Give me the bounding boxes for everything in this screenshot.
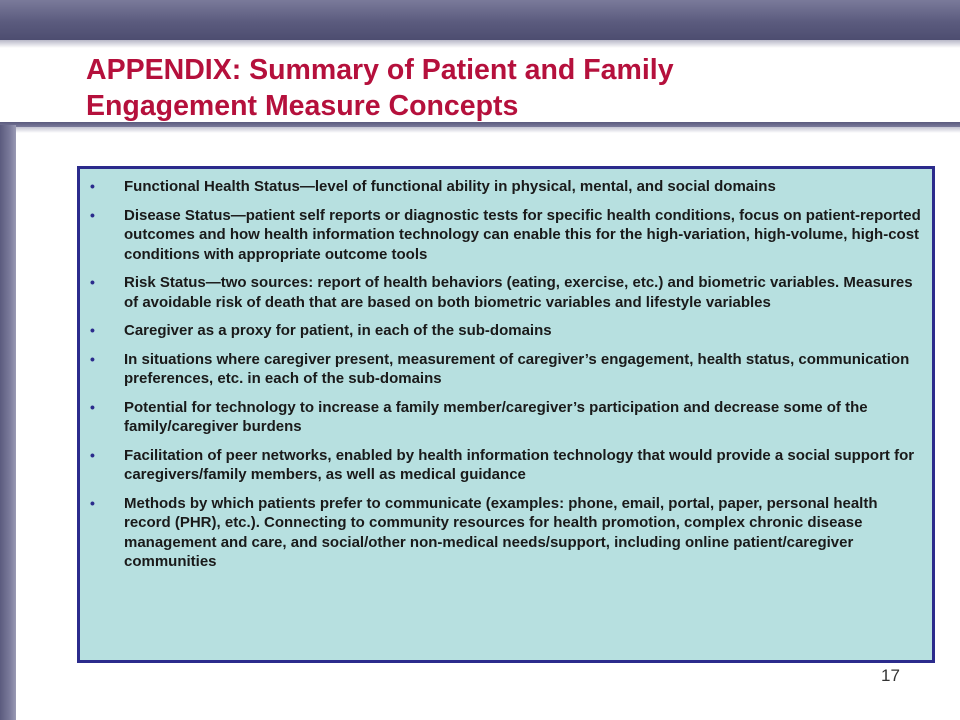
bullet-text: Disease Status—patient self reports or diagnostic tests for specific health conditions, focus on patient-reported outcomes and how health information technology can enable this for the high-variation, high-volume, high-cost conditions with appropriate outcome tools [124,206,921,263]
bullet-text: Caregiver as a proxy for patient, in each of the sub-domains [124,322,552,339]
bullet-item [90,494,922,572]
bullet-text: Risk Status—two sources: report of health behaviors (eating, exercise, etc.) and biometric variables. Measures of avoidable risk of death that are based on both biometric variables and lifestyle variables [124,274,913,311]
bullet-item [90,446,922,485]
bullet-dot-icon: • [90,322,95,338]
bullet-item [90,321,922,341]
slide-title-line-1: APPENDIX: Summary of Patient and Family [86,54,674,86]
left-side-rail [0,125,16,720]
bullet-text: Methods by which patients prefer to communicate (examples: phone, email, portal, paper, personal health record (PHR), etc.). Connecting to community resources for health promotion, complex chronic disease management and care, and social/other non-medical needs/support, including online patient/caregiver communities [124,494,878,570]
page-number: 17 [881,666,900,685]
bullet-text: Facilitation of peer networks, enabled by health information technology that would provide a social support for caregivers/family members, as well as medical guidance [124,446,915,483]
bullet-dot-icon: • [90,494,95,511]
content-box [77,166,935,663]
bullet-item [90,398,922,437]
bullet-item [90,350,922,389]
bullet-item [90,206,922,265]
slide-title-line-2: Engagement Measure Concepts [86,90,519,122]
bullet-dot-icon: • [90,274,95,290]
bullet-dot-icon: • [90,178,95,194]
bullet-item [90,273,922,312]
bullet-text: Potential for technology to increase a family member/caregiver’s participation and decrease some of the family/caregiver burdens [124,398,868,435]
top-header-bar [0,0,960,40]
top-header-shadow [0,40,960,48]
bullet-dot-icon: • [90,206,95,223]
bullet-dot-icon: • [90,398,95,415]
slide-title [86,52,926,124]
title-divider-shadow [16,127,960,133]
bullet-dot-icon: • [90,446,95,463]
bullet-text: Functional Health Status—level of functional ability in physical, mental, and social domains [124,178,776,195]
bullet-item [90,177,922,197]
bullet-text: In situations where caregiver present, measurement of caregiver’s engagement, health status, communication preferences, etc. in each of the sub-domains [124,350,910,387]
bullet-dot-icon: • [90,350,95,367]
bullet-list [80,169,932,572]
